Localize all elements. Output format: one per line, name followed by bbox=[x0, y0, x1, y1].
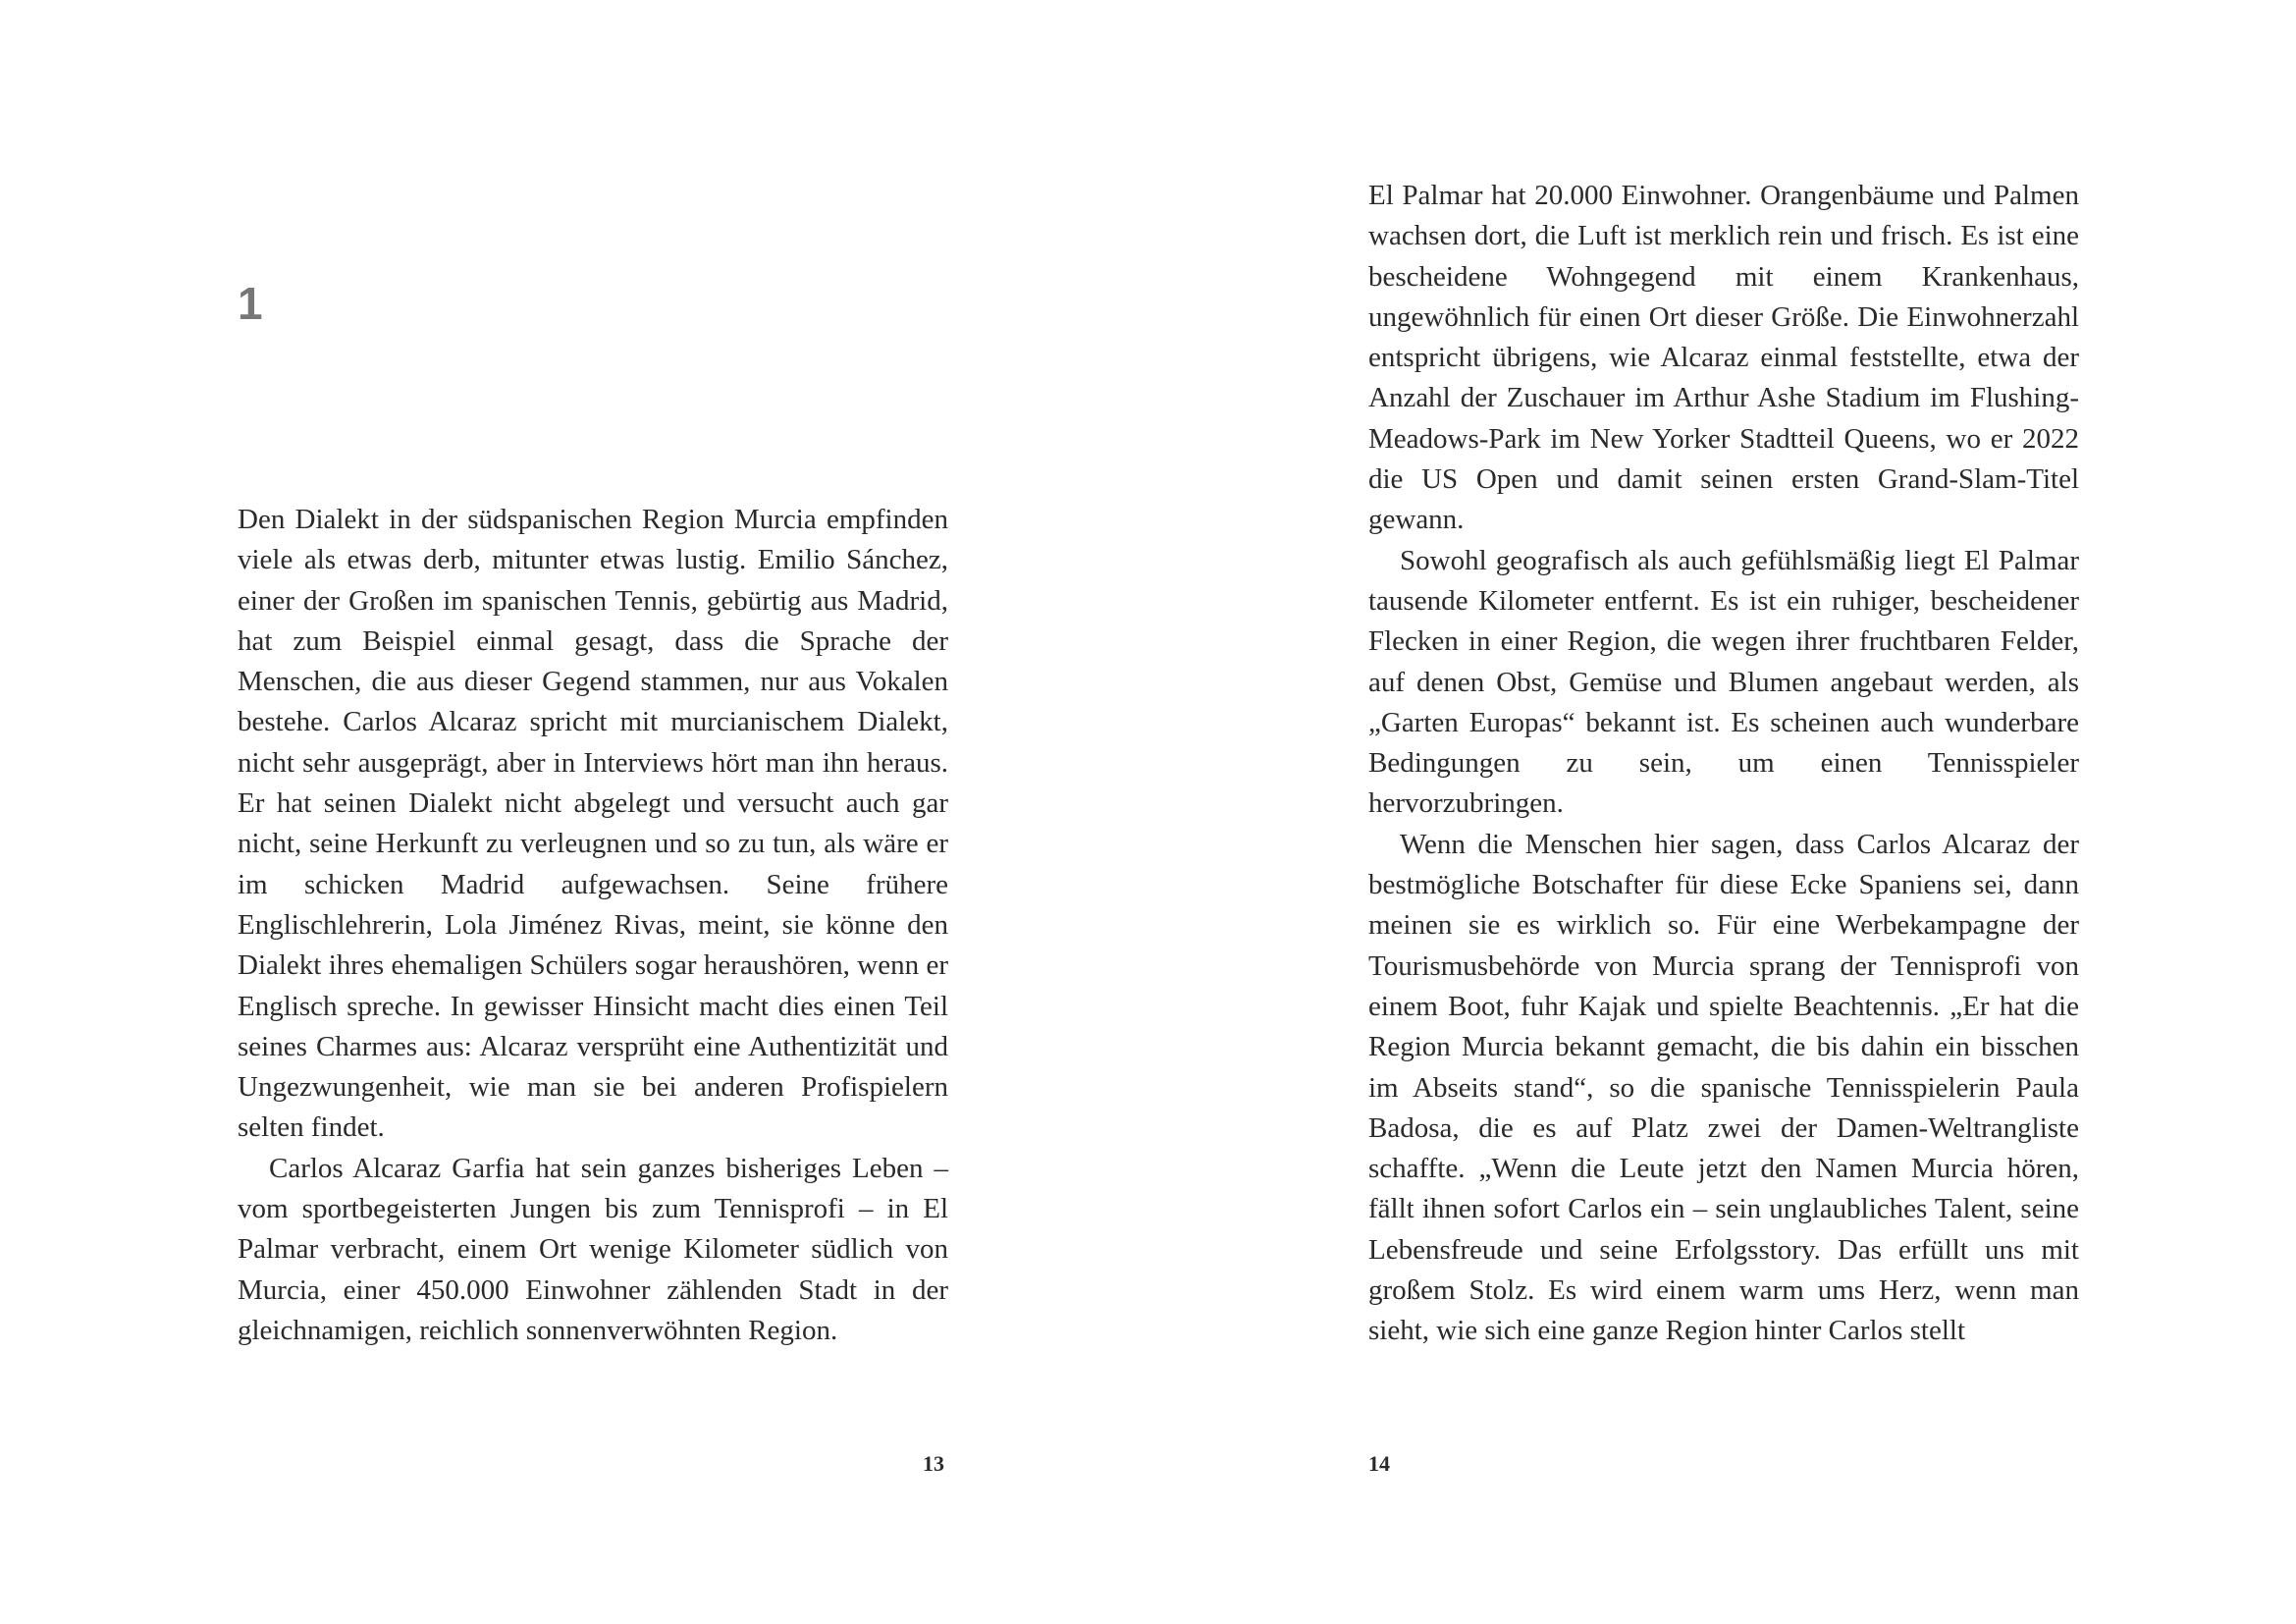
page-number: 13 bbox=[923, 1451, 944, 1476]
paragraph: Carlos Alcaraz Garfia hat sein ganzes bisheriges Leben – vom sportbegeisterten Jungen bis zum Tennisprofi – in El Palmar verbracht, einem Ort wenige Kilometer südlich von Murcia, einer 450.000 Einwohner zählenden Stadt in der gleichnamigen, reichlich sonnenverwöhnten Region. bbox=[238, 1152, 948, 1346]
paragraph: Wenn die Menschen hier sagen, dass Carlos Alcaraz der bestmögliche Botschafter für diese Ecke Spaniens sei, dann meinen sie es wirklich so. Für eine Werbekampagne der Tourismusbehörde von Murcia sprang der Tennisprofi von einem Boot, fuhr Kajak und spielte Beachtennis. „Er hat die Region Murcia bekannt gemacht, die bis dahin ein bisschen im Abseits stand“, so die spanische Tennisspielerin Paula Badosa, die es auf Platz zwei der Damen-Weltrangliste schaffte. „Wenn die Leute jetzt den Namen Murcia hören, fällt ihnen sofort Carlos ein – sein unglaubliches Talent, seine Lebensfreude und seine Erfolgsstory. Das erfüllt uns mit großem Stolz. Es wird einem warm ums Herz, wenn man sieht, wie sich eine ganze Region hinter Carlos stellt bbox=[1368, 828, 2079, 1347]
chapter-number: 1 bbox=[238, 278, 263, 329]
page-number: 14 bbox=[1368, 1451, 1390, 1476]
right-page-text bbox=[1368, 176, 2079, 1352]
left-page-text bbox=[238, 500, 948, 1351]
right-page bbox=[1148, 0, 2296, 1624]
paragraph: Sowohl geografisch als auch gefühlsmäßig liegt El Palmar tausende Kilometer entfernt. Es ist ein ruhiger, bescheidener Flecken in einer Region, die wegen ihrer fruchtbaren Felder, auf denen Obst, Gemüse und Blumen angebaut werden, als „Garten Europas“ bekannt ist. Es scheinen auch wunderbare Bedingungen zu sein, um einen Tennisspieler hervorzubringen. bbox=[1368, 544, 2079, 820]
paragraph: Den Dialekt in der südspanischen Region Murcia empfinden viele als etwas derb, mitunter etwas lustig. Emilio Sánchez, einer der Großen im spanischen Tennis, gebürtig aus Madrid, hat zum Beispiel einmal gesagt, dass die Sprache der Menschen, die aus dieser Gegend stammen, nur aus Vokalen bestehe. Carlos Alcaraz spricht mit murcianischem Dialekt, nicht sehr ausgeprägt, aber in Interviews hört man ihn heraus. Er hat seinen Dialekt nicht abgelegt und versucht auch gar nicht, seine Herkunft zu verleugnen und so zu tun, als wäre er im schicken Madrid aufgewachsen. Seine frühere Englischlehrerin, Lola Jiménez Rivas, meint, sie könne den Dialekt ihres ehemaligen Schülers sogar heraushören, wenn er Englisch spreche. In gewisser Hinsicht macht dies einen Teil seines Charmes aus: Alcaraz versprüht eine Authentizität und Ungezwungenheit, wie man sie bei anderen Profispielern selten findet. bbox=[238, 504, 948, 1144]
paragraph: El Palmar hat 20.000 Einwohner. Orangenbäume und Palmen wachsen dort, die Luft ist merklich rein und frisch. Es ist eine bescheidene Wohngegend mit einem Krankenhaus, ungewöhnlich für einen Ort dieser Größe. Die Einwohnerzahl entspricht übrigens, wie Alcaraz einmal feststellte, etwa der Anzahl der Zuschauer im Arthur Ashe Stadium im Flushing-Meadows-Park im New Yorker Stadtteil Queens, wo er 2022 die US Open und damit seinen ersten Grand-Slam-Titel gewann. bbox=[1368, 180, 2079, 536]
